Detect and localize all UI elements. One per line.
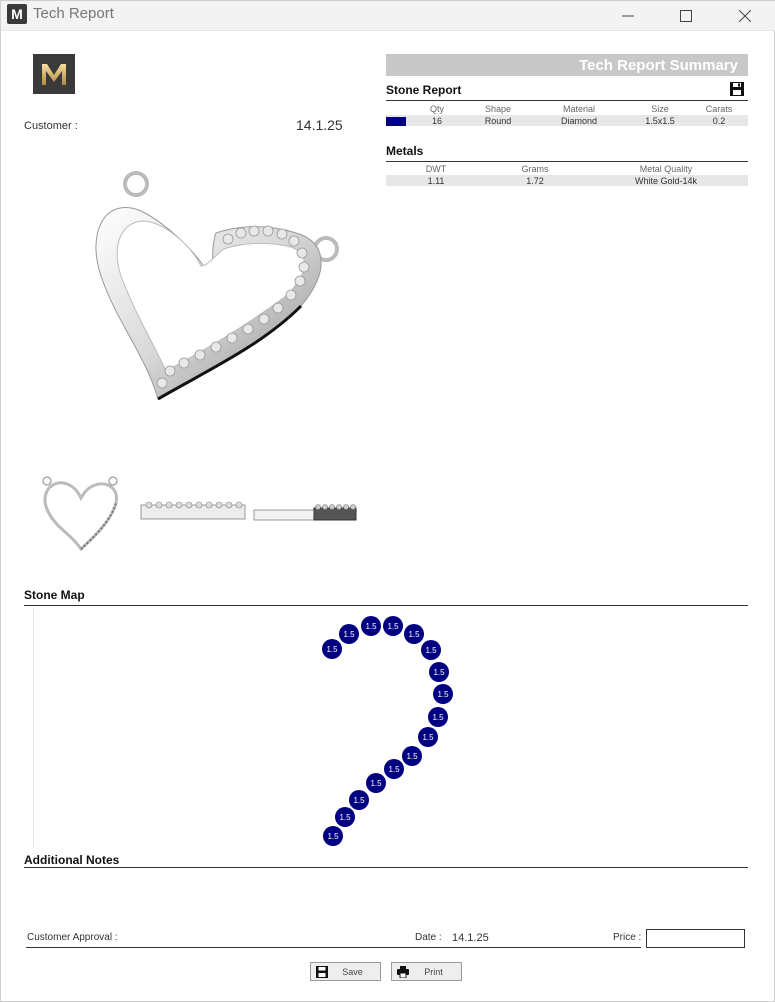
price-label: Price :	[613, 932, 642, 943]
minimize-button[interactable]	[605, 1, 651, 31]
carats-cell: 0.2	[690, 115, 748, 126]
maximize-button[interactable]	[663, 1, 709, 31]
metals-header-row	[386, 163, 748, 175]
print-button[interactable]	[391, 962, 462, 981]
stone-marker	[349, 790, 369, 810]
size-cell: 1.5x1.5	[630, 115, 690, 126]
summary-header-bar	[386, 54, 748, 76]
stone-marker	[361, 616, 381, 636]
stone-size-label: 1.5	[432, 713, 444, 722]
metals-rule	[386, 161, 748, 162]
column-header-metal-quality: Metal Quality	[639, 164, 693, 174]
stone-marker	[384, 759, 404, 779]
metals-table	[386, 163, 748, 186]
stone-marker	[402, 746, 422, 766]
approval-signature-line	[26, 947, 641, 948]
stone-marker	[366, 773, 386, 793]
title-bar	[1, 1, 775, 31]
stone-marker	[323, 826, 343, 846]
stone-size-label: 1.5	[387, 622, 399, 631]
window-title: Tech Report	[33, 5, 114, 22]
column-header-carats: Carats	[705, 104, 733, 114]
stone-report-rule	[386, 100, 748, 101]
stone-marker	[428, 707, 448, 727]
close-icon	[739, 10, 751, 22]
stone-map-rule	[24, 605, 748, 606]
price-input[interactable]	[646, 929, 745, 948]
stone-size-label: 1.5	[343, 630, 355, 639]
stone-map-svg	[34, 608, 749, 848]
stone-size-label: 1.5	[370, 779, 382, 788]
stone-report-header-row	[386, 103, 748, 115]
additional-notes-rule	[24, 867, 748, 868]
thumbnail-side-view	[139, 497, 247, 523]
close-button[interactable]	[722, 1, 768, 31]
stone-marker	[418, 727, 438, 747]
table-row	[386, 175, 748, 186]
stone-size-label: 1.5	[327, 832, 339, 841]
stone-marker	[335, 807, 355, 827]
stone-size-label: 1.5	[365, 622, 377, 631]
print-button-label: Print	[424, 967, 443, 977]
stone-report-table	[386, 103, 748, 126]
stone-size-label: 1.5	[422, 733, 434, 742]
stone-size-label: 1.5	[406, 752, 418, 761]
customer-value: 14.1.25	[296, 117, 343, 133]
stone-size-label: 1.5	[326, 645, 338, 654]
thumbnail-front-view	[39, 473, 121, 551]
maximize-icon	[680, 10, 692, 22]
stone-map-canvas	[33, 608, 748, 848]
stone-marker	[322, 639, 342, 659]
customer-approval-label: Customer Approval :	[27, 932, 118, 943]
metals-heading: Metals	[386, 144, 424, 158]
stone-marker	[421, 640, 441, 660]
column-header-material: Material	[562, 104, 595, 114]
customer-label: Customer :	[24, 120, 78, 132]
thumbnail-angle-view	[252, 500, 360, 524]
stone-size-label: 1.5	[388, 765, 400, 774]
summary-title: Tech Report Summary	[579, 57, 738, 74]
stone-size-label: 1.5	[433, 668, 445, 677]
stone-size-label: 1.5	[339, 813, 351, 822]
stone-marker	[339, 624, 359, 644]
save-button[interactable]	[310, 962, 381, 981]
shape-cell: Round	[468, 115, 528, 126]
app-logo-icon: M	[7, 4, 27, 24]
date-value: 14.1.25	[452, 932, 489, 944]
material-cell: Diamond	[528, 115, 630, 126]
stone-marker	[383, 616, 403, 636]
stone-size-label: 1.5	[353, 796, 365, 805]
stone-size-label: 1.5	[437, 690, 449, 699]
floppy-disk-icon[interactable]	[730, 82, 744, 96]
dwt-cell: 1.11	[386, 175, 486, 186]
column-header-qty: Qty	[429, 104, 444, 114]
qty-cell: 16	[406, 115, 468, 126]
company-logo	[33, 54, 75, 94]
column-header-color	[386, 103, 406, 115]
stone-marker	[404, 624, 424, 644]
pendant-render-image	[86, 161, 351, 411]
stone-report-heading: Stone Report	[386, 83, 462, 97]
table-row	[386, 115, 748, 126]
metal-quality-cell: White Gold-14k	[584, 175, 748, 186]
column-header-size: Size	[651, 104, 669, 114]
save-button-label: Save	[342, 967, 363, 977]
stone-color-swatch-cell	[386, 115, 406, 126]
column-header-shape: Shape	[484, 104, 512, 114]
grams-cell: 1.72	[486, 175, 584, 186]
stone-size-label: 1.5	[425, 646, 437, 655]
column-header-dwt: DWT	[425, 164, 447, 174]
additional-notes-heading: Additional Notes	[24, 853, 120, 867]
stone-size-label: 1.5	[408, 630, 420, 639]
stone-color-swatch	[386, 117, 406, 126]
stone-marker	[429, 662, 449, 682]
stone-map-heading: Stone Map	[24, 588, 85, 602]
minimize-icon	[622, 10, 634, 22]
date-label: Date :	[415, 932, 442, 943]
stone-marker	[433, 684, 453, 704]
column-header-grams: Grams	[521, 164, 549, 174]
